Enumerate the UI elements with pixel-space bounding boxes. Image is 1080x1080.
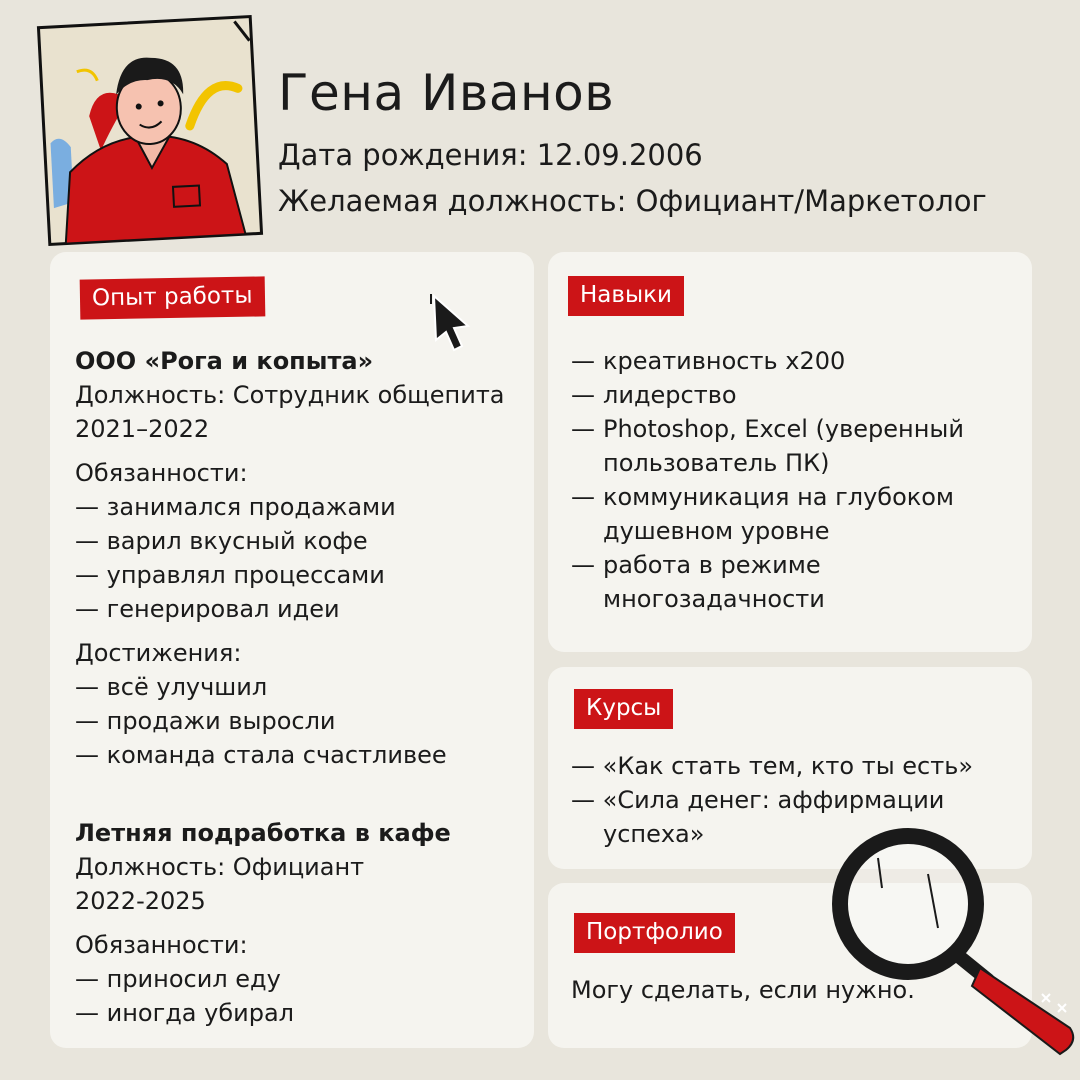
achievements-title: Достижения: bbox=[75, 639, 242, 667]
list-item: — генерировал идеи bbox=[75, 595, 340, 623]
portfolio-tag: Портфолио bbox=[574, 913, 735, 953]
list-item: — занимался продажами bbox=[75, 493, 396, 521]
list-item: — варил вкусный кофе bbox=[75, 527, 368, 555]
list-item: — Photoshop, Excel (уверенный пользователь ПК) bbox=[571, 415, 964, 477]
skills-list bbox=[571, 344, 964, 616]
list-item: — приносил еду bbox=[75, 965, 281, 993]
list-item: — продажи выросли bbox=[75, 707, 336, 735]
list-item: — лидерство bbox=[571, 381, 737, 409]
cursor-icon bbox=[428, 292, 474, 354]
magnifier-icon bbox=[820, 818, 1080, 1058]
list-item: — команда стала счастливее bbox=[75, 741, 447, 769]
skills-tag: Навыки bbox=[568, 276, 684, 316]
list-item: успеха» bbox=[603, 820, 705, 848]
skills-card bbox=[548, 252, 1032, 652]
job-1 bbox=[75, 344, 505, 772]
job-role: Должность: Сотрудник общепита bbox=[75, 381, 505, 409]
experience-tag: Опыт работы bbox=[80, 276, 265, 319]
list-item: — управлял процессами bbox=[75, 561, 385, 589]
list-item: — всё улучшил bbox=[75, 673, 268, 701]
list-item: — работа в режиме многозадачности bbox=[571, 551, 825, 613]
job-period: 2021–2022 bbox=[75, 415, 210, 443]
list-item: — иногда убирал bbox=[75, 999, 295, 1027]
list-item: — креативность х200 bbox=[571, 347, 846, 375]
duties-title: Обязанности: bbox=[75, 459, 248, 487]
avatar bbox=[34, 12, 265, 248]
job-company: Летняя подработка в кафе bbox=[75, 819, 451, 847]
birth-date: Дата рождения: 12.09.2006 bbox=[278, 138, 703, 172]
job-role: Должность: Официант bbox=[75, 853, 365, 881]
list-item: — «Как стать тем, кто ты есть» bbox=[571, 752, 974, 780]
list-item: — «Сила денег: аффирмации bbox=[571, 786, 945, 814]
list-item: — коммуникация на глубоком душевном уровне bbox=[571, 483, 955, 545]
desired-position: Желаемая должность: Официант/Маркетолог bbox=[278, 184, 987, 218]
courses-tag: Курсы bbox=[574, 689, 673, 729]
job-2 bbox=[75, 816, 451, 1030]
candidate-name: Гена Иванов bbox=[278, 64, 615, 122]
experience-card bbox=[50, 252, 534, 1048]
duties-title: Обязанности: bbox=[75, 931, 248, 959]
job-company: ООО «Рога и копыта» bbox=[75, 347, 374, 375]
job-period: 2022-2025 bbox=[75, 887, 206, 915]
portfolio-text: Могу сделать, если нужно. bbox=[571, 976, 915, 1004]
